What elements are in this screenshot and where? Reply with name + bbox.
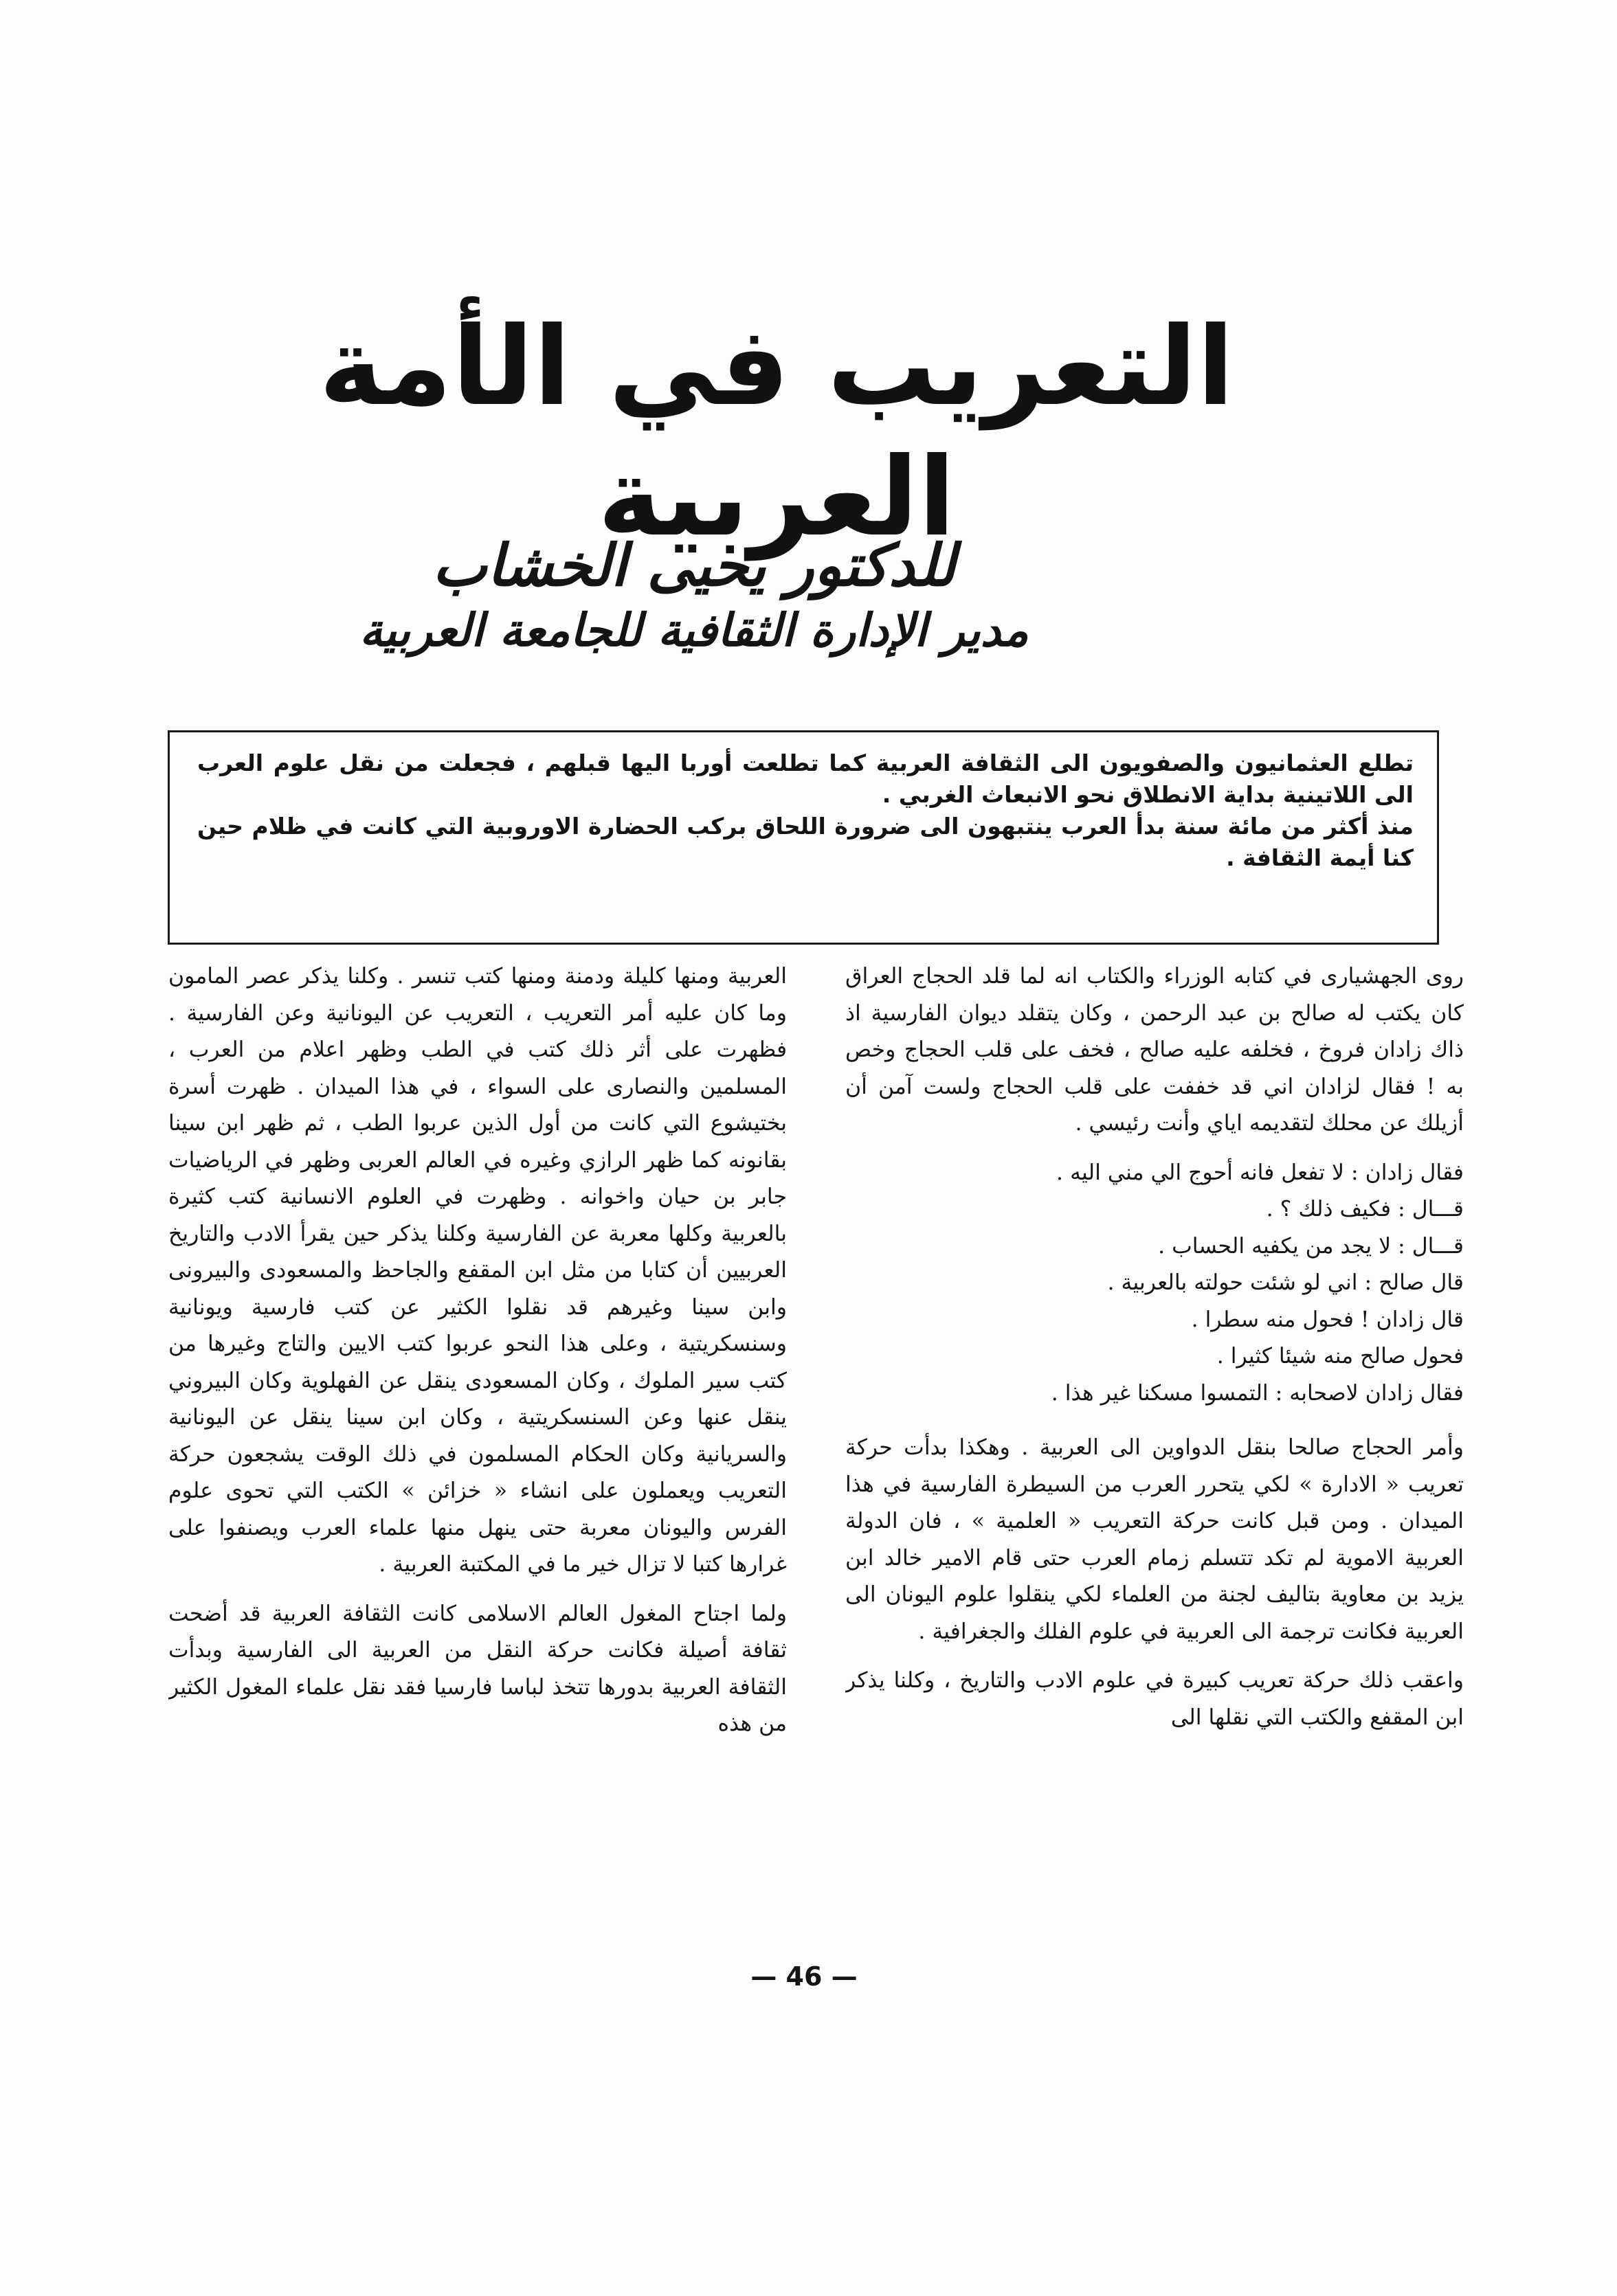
dialogue-line: قـــال : فكيف ذلك ؟ . — [1266, 1197, 1464, 1222]
dialogue-line: قال زادان ! فحول منه سطرا . — [1191, 1307, 1464, 1332]
abstract-paragraph-1: تطلع العثمانيون والصفويون الى الثقافة العربية كما تطلعت أوربا اليها قبلهم ، فجعلت من نقل علوم العرب الى اللاتينية بداية الانطلاق نحو الانبعاث الغربي . — [197, 750, 1414, 808]
dialogue-line: قال صالح : اني لو شئت حولته بالعربية . — [1107, 1270, 1464, 1295]
page-number: — 46 — — [750, 1961, 858, 1992]
left-paragraph-2: ولما اجتاح المغول العالم الاسلامى كانت الثقافة العربية قد أضحت ثقافة أصيلة فكانت حركة النقل من العربية الى الفارسية وبدأت الثقافة العربية بدورها تتخذ لباسا فارسيا فقد نقل علماء المغول الكثير من هذه — [168, 1601, 787, 1736]
right-paragraph-1: روى الجهشيارى في كتابه الوزراء والكتاب انه لما قلد الحجاج العراق كان يكتب له صالح بن عبد الرحمن ، وكان يتقلد ديوان الفارسية اذ ذاك زادان فروخ ، فخلفه عليه صالح ، فخف على قلب الحجاج وخص به ! فقال لزادان اني قد خففت على قلب الحجاج ولست آمن أن أزيلك عن محلك لتقديمه اياي وأنت رئيسي . — [845, 964, 1464, 1136]
right-column — [845, 958, 1464, 1948]
dialogue-block — [845, 1155, 1464, 1413]
left-paragraph-1: العربية ومنها كليلة ودمنة ومنها كتب تنسر . وكلنا يذكر عصر المامون وما كان عليه أمر التعريب ، التعريب عن اليونانية وعن الفارسية . فظهرت على أثر ذلك كتب في الطب وظهر اعلام من العرب ، المسلمين والنصارى على السواء ، في هذا الميدان . ظهرت أسرة بختيشوع التي كانت من أول الذين عربوا الطب ، ثم ظهر ابن سينا بقانونه كما ظهر الرازي وغيره في العالم العربى وظهر في الرياضيات جابر بن حيان واخوانه . وظهرت في العلوم الانسانية كتب كثيرة بالعربية وكلها معربة عن الفارسية وكلنا يذكر حين يقرأ الادب والتاريخ العربيين أن كتابا من مثل ابن المقفع والجاحظ والمسعودى والبيرونى وابن سينا وغيرهم قد نقلوا الكثير عن كتب فارسية ويونانية وسنسكريتية ، وعلى هذا النحو عربوا كتب الايين والتاج وغيرها من كتب سير الملوك ، وكان المسعودى ينقل عن الفهلوية وكان البيروني ينقل عنها وعن السنسكريتية ، وكان ابن سينا ينقل عن اليونانية والسريانية وكان الحكام المسلمون في ذلك الوقت يشجعون حركة التعريب ويعملون على انشاء « خزائن » الكتب التي تحوى علوم الفرس واليونان معربة حتى ينهل منها علماء العرب ويصنفوا على غرارها كتبا لا تزال خير ما في المكتبة العربية . — [168, 964, 787, 1577]
abstract-box — [168, 730, 1439, 945]
author-name: للدكتور يحيى الخشاب — [432, 531, 956, 599]
author-position: مدير الإدارة الثقافية للجامعة العربية — [359, 603, 1029, 657]
abstract-paragraph-2: منذ أكثر من مائة سنة بدأ العرب ينتبهون الى ضرورة اللحاق بركب الحضارة الاوروبية التي كانت في ظلام حين كنا أيمة الثقافة . — [197, 813, 1414, 871]
dialogue-line: فحول صالح منه شيئا كثيرا . — [1216, 1344, 1464, 1369]
dialogue-line: فقال زادان لاصحابه : التمسوا مسكنا غير هذا . — [1051, 1380, 1464, 1406]
right-paragraph-2: وأمر الحجاج صالحا بنقل الدواوين الى العربية . وهكذا بدأت حركة تعريب « الادارة » لكي يتحرر العرب من السيطرة الفارسية في هذا الميدان . ومن قبل كانت حركة التعريب « العلمية » ، فان الدولة العربية الاموية لم تكد تتسلم زمام العرب حتى قام الامير خالد ابن يزيد بن معاوية بتاليف لجنة من العلماء لكي ينقلوا علوم اليونان الى العربية فكانت ترجمة الى العربية في علوم الفلك والجغرافية . — [845, 1435, 1464, 1644]
dialogue-line: فقال زادان : لا تفعل فانه أحوج الي مني اليه . — [1056, 1160, 1464, 1185]
article-title: التعريب في الأمة العربية — [319, 304, 1234, 561]
right-paragraph-3: واعقب ذلك حركة تعريب كبيرة في علوم الادب والتاريخ ، وكلنا يذكر ابن المقفع والكتب التي نقلها الى — [845, 1668, 1464, 1730]
left-column — [168, 958, 787, 1948]
dialogue-line: قـــال : لا يجد من يكفيه الحساب . — [1158, 1233, 1464, 1259]
byline — [179, 529, 1209, 660]
